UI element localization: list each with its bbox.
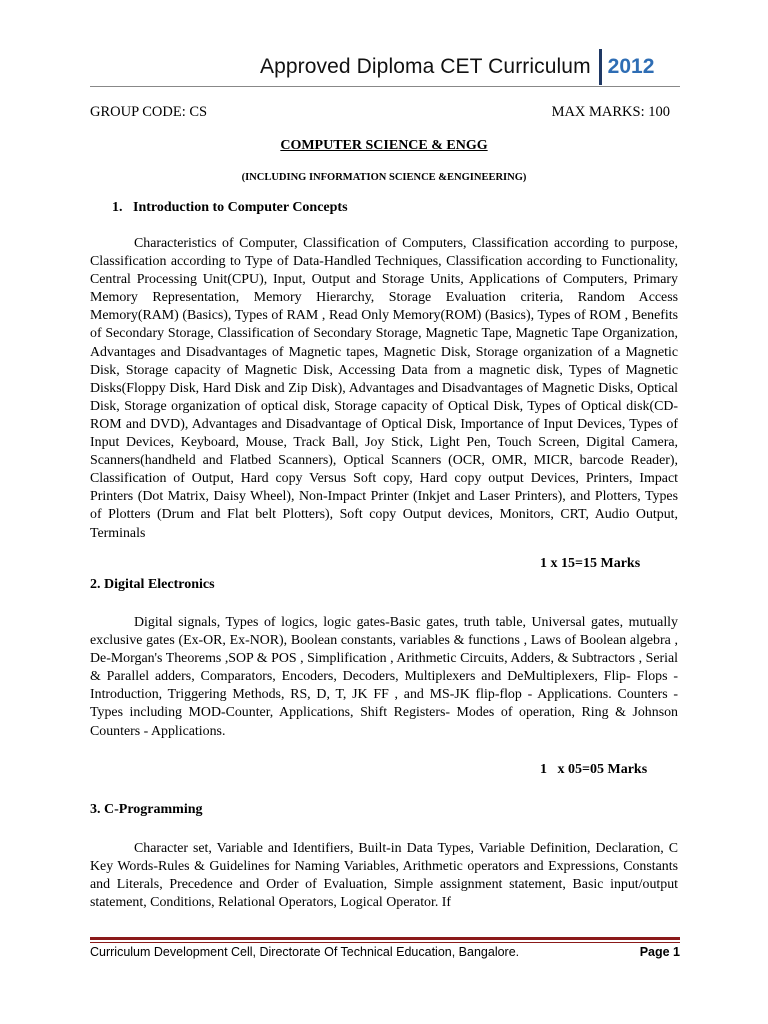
- section-body-3: Character set, Variable and Identifiers, Built-in Data Types, Variable Definition, Declaration, C Key Words-Rules & Guidelines for Naming Variables, Arithmetic operators and Expressions, Constants and Literals, Precedence and Order of Evaluation, Simple assignment statement, Basic input/output statement, Conditions, Relational Operators, Logical Operator. If: [90, 841, 678, 911]
- section-heading-1: 1. Introduction to Computer Concepts: [112, 200, 348, 215]
- page-number: Page 1: [639, 945, 680, 959]
- header-rule: [90, 86, 680, 87]
- section-marks-2: 1 x 05=05 Marks: [540, 762, 648, 777]
- header-year: 2012: [607, 55, 655, 78]
- document-footer: [90, 945, 680, 959]
- section-marks-1: 1 x 15=15 Marks: [540, 556, 641, 571]
- max-marks: MAX MARKS: 100: [551, 104, 670, 120]
- section-heading-2: 2. Digital Electronics: [90, 577, 215, 592]
- page-title: COMPUTER SCIENCE & ENGG: [280, 138, 488, 153]
- page-subtitle: (INCLUDING INFORMATION SCIENCE &ENGINEERING): [241, 172, 527, 183]
- codes-row: [90, 104, 670, 121]
- footer-rule-thin: [90, 942, 680, 943]
- footer-text: Curriculum Development Cell, Directorate Of Technical Education, Bangalore.: [90, 945, 520, 959]
- section-body-1: Characteristics of Computer, Classification of Computers, Classification according to purpose, Classification according to Type of Data-Handled Techniques, Classification according to Functionality, Central Processing Unit(CPU), Input, Output and Storage Units, Applications of Computers, Primary Memory Representation, Memory Hierarchy, Storage Evaluation criteria, Random Access Memory(RAM) (Basics), Types of RAM , Read Only Memory(ROM) (Basics), Types of ROM , Benefits of Secondary Storage, Classification of Secondary Storage, Magnetic Tape, Magnetic Tape Organization, Advantages and Disadvantages of Magnetic tapes, Magnetic Disk, Storage organization of a Magnetic Disk, Storage capacity of Magnetic Disk, Accessing Data from a magnetic disk, Types of Magnetic Disks(Floppy Disk, Hard Disk and Zip Disk), Advantages and Disadvantages of Magnetic Disks, Optical Disk, Storage organization of optical disk, Storage capacity of Optical Disk, Types of Optical disk(CD-ROM and DVD), Advantages and Disadvantage of Optical Disk, Importance of Input Devices, Types of Input Devices, Keyboard, Mouse, Track Ball, Joy Stick, Light Pen, Touch Screen, Digital Camera, Scanners(handheld and Flatbed Scanners), Optical Scanners (OCR, OMR, MICR, barcode Reader), Classification of Output, Hard copy Versus Soft copy, Hard copy output Devices, Printers, Impact Printers (Dot Matrix, Daisy Wheel), Non-Impact Printer (Inkjet and Laser Printers), and Plotters, Types of Plotters (Drum and Flat belt Plotters), Soft copy Output devices, Monitors, CRT, Audio Output, Terminals: [90, 236, 678, 541]
- section-body-2: Digital signals, Types of logics, logic gates-Basic gates, truth table, Universal gates, mutually exclusive gates (Ex-OR, Ex-NOR), Boolean constants, variables & functions , Laws of Boolean algebra , De-Morgan's Theorems ,SOP & POS , Simplification , Arithmetic Circuits, Adders, & Subtractors , Serial & Parallel adders, Comparators, Encoders, Decoders, Multiplexers and DeMultiplexers, Flip- Flops - Introduction, Triggering Methods, RS, D, T, JK FF , and MS-JK flip-flop - Applications. Counters - Types including MOD-Counter, Applications, Shift Registers- Modes of operation, Ring & Johnson Counters - Applications.: [90, 615, 678, 739]
- header-title: Approved Diploma CET Curriculum: [260, 55, 591, 78]
- group-code: GROUP CODE: CS: [90, 104, 208, 120]
- footer-rule: [90, 937, 680, 940]
- header-divider: [599, 49, 602, 85]
- section-heading-3: 3. C-Programming: [90, 802, 203, 817]
- document-header: [260, 48, 654, 86]
